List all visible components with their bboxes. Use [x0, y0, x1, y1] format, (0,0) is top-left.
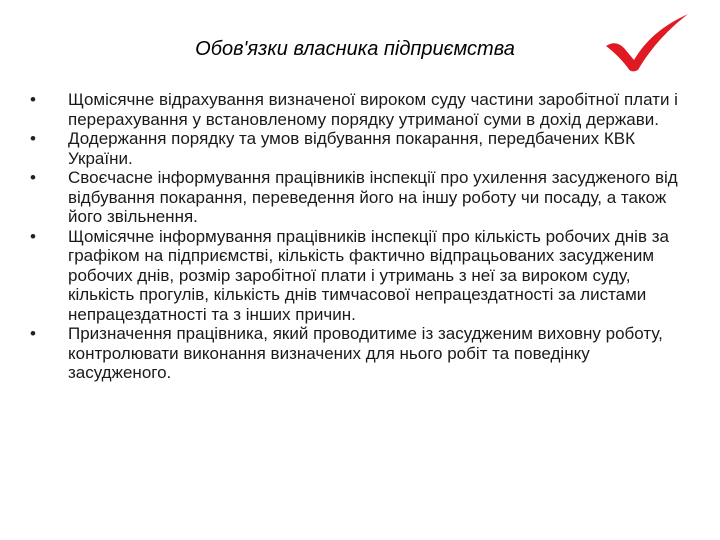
- bullet-text: Щомісячне інформування працівників інспекції про кількість робочих днів за графіком на підприємстві, кількість фактично відпрацьованих засудженим робочих днів, розмір заробітної плати і утримань з неї за вироком суду, кількість прогулів, кількість днів тимчасової непрацездатності за листами непрацездатності та з інших причин.: [68, 226, 669, 324]
- list-item: [30, 129, 690, 168]
- slide-title: Обов'язки власника підприємства: [195, 38, 515, 60]
- bullet-text: Додержання порядку та умов відбування покарання, передбачених КВК України.: [68, 129, 635, 168]
- list-item: [30, 90, 690, 129]
- bullet-text: Своєчасне інформування працівників інспекції про ухилення засудженого від відбування покарання, переведення його на іншу роботу чи посаду, а також його звільнення.: [68, 168, 678, 226]
- bullet-marker: •: [30, 90, 36, 109]
- list-item: [30, 324, 690, 383]
- bullet-marker: •: [30, 129, 36, 148]
- bullet-marker: •: [30, 168, 36, 187]
- bullet-text: Призначення працівника, який проводитиме із засудженим виховну роботу, контролювати виконання визначених для нього робіт та поведінку засудженого.: [68, 324, 663, 382]
- bullet-marker: •: [30, 324, 36, 343]
- bullet-text: Щомісячне відрахування визначеної вироком суду частини заробітної плати і перерахування у встановленому порядку утриманої суми в дохід держави.: [68, 90, 678, 129]
- list-item: [30, 168, 690, 227]
- checkmark-icon: [600, 10, 692, 74]
- bullet-marker: •: [30, 226, 36, 246]
- list-item: [30, 227, 690, 325]
- bullet-list: [30, 90, 690, 383]
